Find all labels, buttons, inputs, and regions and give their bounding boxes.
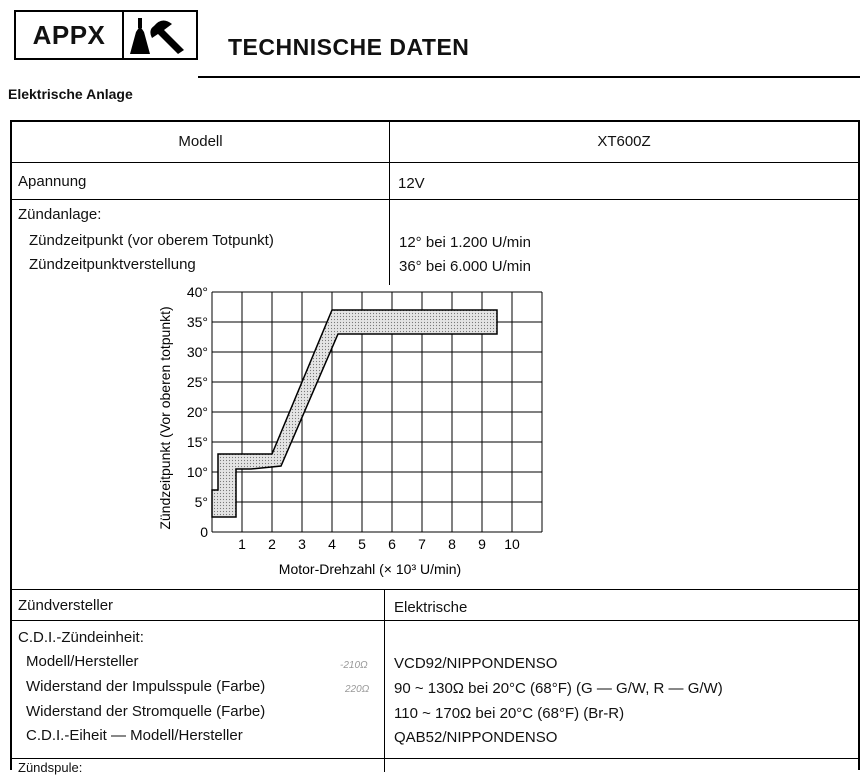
timing-label: Zündzeitpunkt (vor oberem Totpunkt)	[29, 232, 274, 249]
chart-y-tick-label: 10°	[186, 464, 208, 480]
chart-x-tick-label: 2	[268, 536, 276, 552]
chart-x-tick-label: 4	[328, 536, 336, 552]
chart-y-tick-label: 40°	[186, 284, 208, 300]
chart-x-tick-label: 3	[298, 536, 306, 552]
chart-x-tick-label: 8	[448, 536, 456, 552]
cdi-model-label: Modell/Hersteller	[26, 653, 139, 670]
advance-label: Zündzeitpunktverstellung	[29, 256, 196, 273]
chart-y-tick-label: 35°	[186, 314, 208, 330]
page-title: TECHNISCHE DATEN	[228, 34, 470, 60]
column-header-model: Modell	[178, 133, 223, 150]
chart-x-tick-label: 7	[418, 536, 426, 552]
cdi-model-value: VCD92/NIPPONDENSO	[394, 655, 558, 672]
section-title: Elektrische Anlage	[8, 86, 133, 102]
chart-x-tick-label: 6	[388, 536, 396, 552]
chart-series-band	[212, 310, 497, 517]
column-divider-bottom	[384, 589, 385, 772]
ignition-advance-chart	[150, 282, 570, 582]
chart-y-tick-label: 15°	[186, 434, 208, 450]
voltage-label: Apannung	[18, 173, 87, 190]
handwritten-note: -210Ω	[340, 660, 368, 671]
row-divider	[12, 199, 858, 200]
chart-y-axis-label: Zündzeitpunkt (Vor oberen totpunkt)	[157, 306, 173, 530]
chart-x-axis-label: Motor-Drehzahl (× 10³ U/min)	[278, 561, 462, 577]
chart-x-tick-label: 10	[504, 536, 520, 552]
handwritten-note: 220Ω	[345, 684, 370, 695]
row-divider	[12, 758, 858, 759]
chart-x-tick-label: 9	[478, 536, 486, 552]
chart-y-tick-label: 20°	[186, 404, 208, 420]
row-divider	[12, 620, 858, 621]
source-coil-value: 110 ~ 170Ω bei 20°C (68°F) (Br-R)	[394, 705, 625, 722]
pulse-coil-label: Widerstand der Impulsspule (Farbe)	[26, 678, 266, 695]
chart-x-tick-label: 5	[358, 536, 366, 552]
cdi-unit-label: C.D.I.-Eiheit — Modell/Hersteller	[26, 727, 243, 744]
advance-value: 36° bei 6.000 U/min	[399, 258, 531, 275]
chart-y-tick-label: 25°	[186, 374, 208, 390]
chart-x-tick-label: 1	[238, 536, 246, 552]
advancer-label: Zündversteller	[18, 597, 114, 614]
row-divider	[12, 589, 858, 590]
chart-y-tick-label: 30°	[186, 344, 208, 360]
cdi-label: C.D.I.-Zündeinheit:	[18, 629, 144, 646]
chart-y-tick-label: 5°	[194, 494, 208, 510]
source-coil-label: Widerstand der Stromquelle (Farbe)	[26, 703, 266, 720]
ignition-coil-label: Zündspule:	[18, 760, 83, 775]
ignition-label: Zündanlage:	[18, 206, 102, 223]
chart-y-tick-label: 0	[200, 524, 208, 540]
cdi-unit-value: QAB52/NIPPONDENSO	[394, 729, 558, 746]
pulse-coil-value: 90 ~ 130Ω bei 20°C (68°F) (G — G/W, R — G/W)	[394, 680, 723, 697]
appendix-badge	[14, 10, 198, 60]
voltage-value: 12V	[398, 175, 425, 192]
header-rule	[198, 76, 860, 78]
timing-value: 12° bei 1.200 U/min	[399, 234, 531, 251]
row-divider	[12, 162, 858, 163]
wrench-oilcan-icon	[122, 10, 198, 60]
spec-table	[10, 120, 860, 775]
column-header-xt600z: XT600Z	[597, 133, 651, 150]
appendix-label: APPX	[14, 10, 124, 60]
advancer-value: Elektrische	[394, 599, 468, 616]
